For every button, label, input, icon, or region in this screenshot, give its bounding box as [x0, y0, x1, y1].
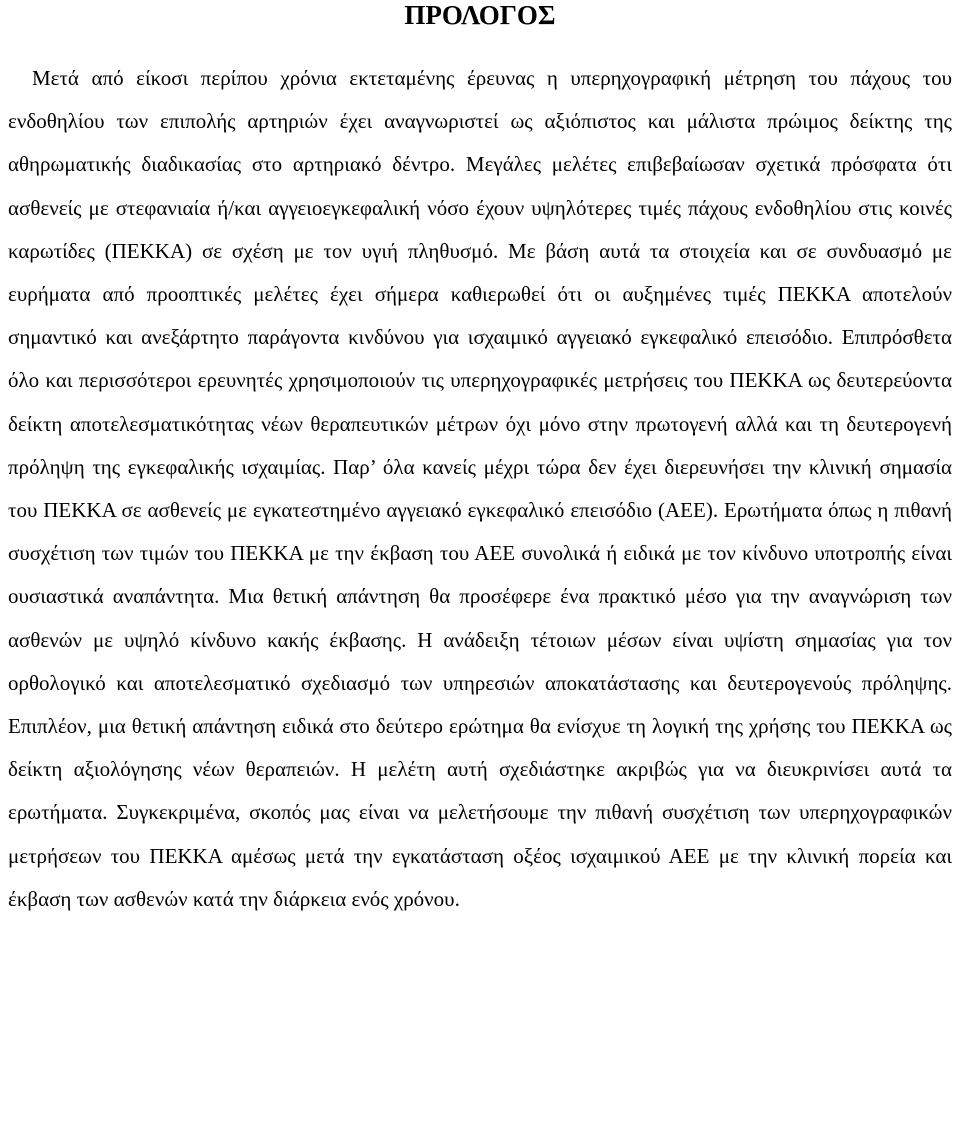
preface-sentence-4: Παρ’ όλα κανείς μέχρι τώρα δεν έχει διερευνήσει την κλινική σημασία του ΠΕΚΚΑ σε ασθενείς με εγκατεστημένο αγγειακό εγκεφαλικό επεισόδιο (ΑΕΕ). — [8, 454, 952, 523]
preface-sentence-1: Μετά από είκοσι περίπου χρόνια εκτεταμένης έρευνας η υπερηχογραφική μέτρηση του πάχους του ενδοθηλίου των επιπολής αρτηριών έχει αναγνωριστεί ως αξιόπιστος και μάλιστα πρώιμος δείκτης της αθηρωματικής διαδικασίας στο αρτηριακό δέντρο. Μεγάλες μελέτες επιβεβαίωσαν σχετικά πρόσφατα ότι ασθενείς με στεφανιαία ή/και αγγειοεγκεφαλική νόσο έχουν υψηλότερες τιμές πάχους ενδοθηλίου στις κοινές καρωτίδες (ΠΕΚΚΑ) σε σχέση με τον υγιή πληθυσμό. — [8, 66, 952, 263]
page-title: ΠΡΟΛΟΓΟΣ — [404, 0, 556, 30]
preface-sentence-8: Η μελέτη αυτή σχεδιάστηκε ακριβώς για να διευκρινίσει αυτά τα ερωτήματα. — [8, 757, 952, 825]
preface-sentence-7: Επιπλέον, μια θετική απάντηση ειδικά στο δεύτερο ερώτημα θα ενίσχυε τη λογική της χρήσης του ΠΕΚΚΑ ως δείκτη αξιολόγησης νέων θεραπειών. — [8, 714, 952, 782]
preface-sentence-5: Ερωτήματα όπως η πιθανή συσχέτιση των τιμών του ΠΕΚΚΑ με την έκβαση του ΑΕΕ συνολικά ή ειδικά με τον κίνδυνο υποτροπής είναι ουσιαστικά αναπάντητα. — [8, 498, 953, 609]
preface-sentence-9: Συγκεκριμένα, σκοπός μας είναι να μελετήσουμε την πιθανή συσχέτιση των υπερηχογραφικών μετρήσεων του ΠΕΚΚΑ αμέσως μετά την εγκατάσταση οξέος ισχαιμικού ΑΕΕ με την κλινική πορεία και έκβαση των ασθενών κατά την διάρκεια ενός χρόνου. — [8, 800, 952, 911]
preface-sentence-2: Με βάση αυτά τα στοιχεία και σε συνδυασμό με ευρήματα από προοπτικές μελέτες έχει σήμερα καθιερωθεί ότι οι αυξημένες τιμές ΠΕΚΚΑ αποτελούν σημαντικό και ανεξάρτητο παράγοντα κινδύνου για ισχαιμικό αγγειακό εγκεφαλικό επεισόδιο. — [8, 238, 953, 350]
preface-paragraph — [8, 57, 952, 921]
preface-sentence-3: Επιπρόσθετα όλο και περισσότεροι ερευνητές χρησιμοποιούν τις υπερηχογραφικές μετρήσεις του ΠΕΚΚΑ ως δευτερεύοντα δείκτη αποτελεσματικότητας νέων θεραπευτικών μέτρων όχι μόνο στην πρωτογενή αλλά και τη δευτερογενή πρόληψη της εγκεφαλικής ισχαιμίας. — [8, 325, 952, 479]
preface-sentence-6: Μια θετική απάντηση θα προσέφερε ένα πρακτικό μέσο για την αναγνώριση των ασθενών με υψηλό κίνδυνο κακής έκβασης. Η ανάδειξη τέτοιων μέσων είναι υψίστη σημασίας για τον ορθολογικό και αποτελεσματικό σχεδιασμό των υπηρεσιών αποκατάστασης και δευτερογενούς πρόληψης. — [8, 584, 952, 695]
